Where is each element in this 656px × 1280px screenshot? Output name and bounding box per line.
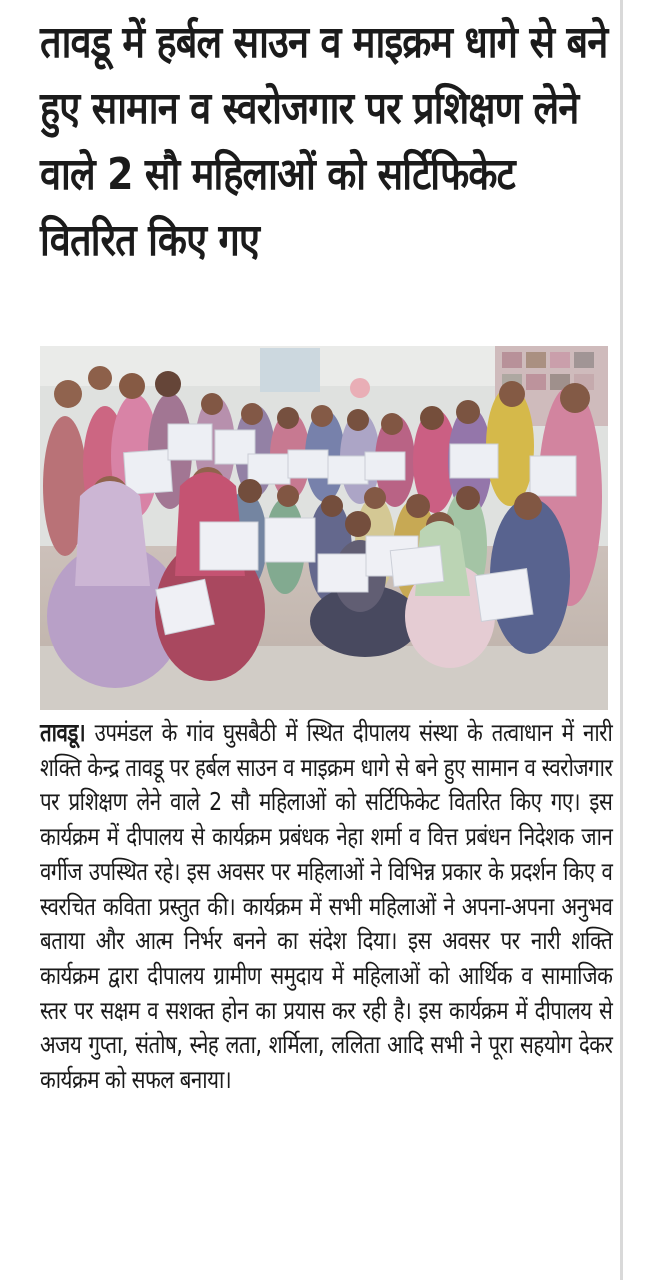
group-photo-illustration	[40, 346, 608, 710]
article-text: उपमंडल के गांव घुसबैठी में स्थित दीपालय संस्था के तत्वाधान में नारी शक्ति केन्द्र तावडू पर हर्बल साउन व माइक्रम धागे से बने हुए सामान व स्वरोजगार पर प्रशिक्षण लेने वाले 2 सौ महिलाओं को सर्टिफिकेट वितरित किए गए। इस कार्यक्रम में दीपालय से कार्यक्रम प्रबंधक नेहा शर्मा व वित्त प्रबंधन निदेशक जान वर्गीज उपस्थित रहे। इस अवसर पर महिलाओं ने विभिन्न प्रकार के प्रदर्शन किए व स्वरचित कविता प्रस्तुत की। कार्यक्रम में सभी महिलाओं ने अपना-अपना अनुभव बताया और आत्म निर्भर बनने का संदेश दिया। इस अवसर पर नारी शक्ति कार्यक्रम द्वारा दीपालय ग्रामीण समुदाय में महिलाओं को आर्थिक व सामाजिक स्तर पर सक्षम व सशक्त होन का प्रयास कर रही है। इस कार्यक्रम में दीपालय से अजय गुप्ता, संतोष, स्नेह लता, शर्मिला, ललिता आदि सभी ने पूरा सहयोग देकर कार्यक्रम को सफल बनाया।	[40, 718, 613, 1095]
group-photo	[40, 346, 608, 710]
page-edge-rule	[620, 0, 623, 1280]
article-body	[40, 716, 612, 1098]
dateline: तावडू।	[40, 718, 86, 747]
news-headline: तावडू में हर्बल साउन व माइक्रम धागे से बने हुए सामान व स्वरोजगार पर प्रशिक्षण लेने वाले 2 सौ महिलाओं को सर्टिफिकेट वितरित किए गए	[40, 17, 608, 266]
